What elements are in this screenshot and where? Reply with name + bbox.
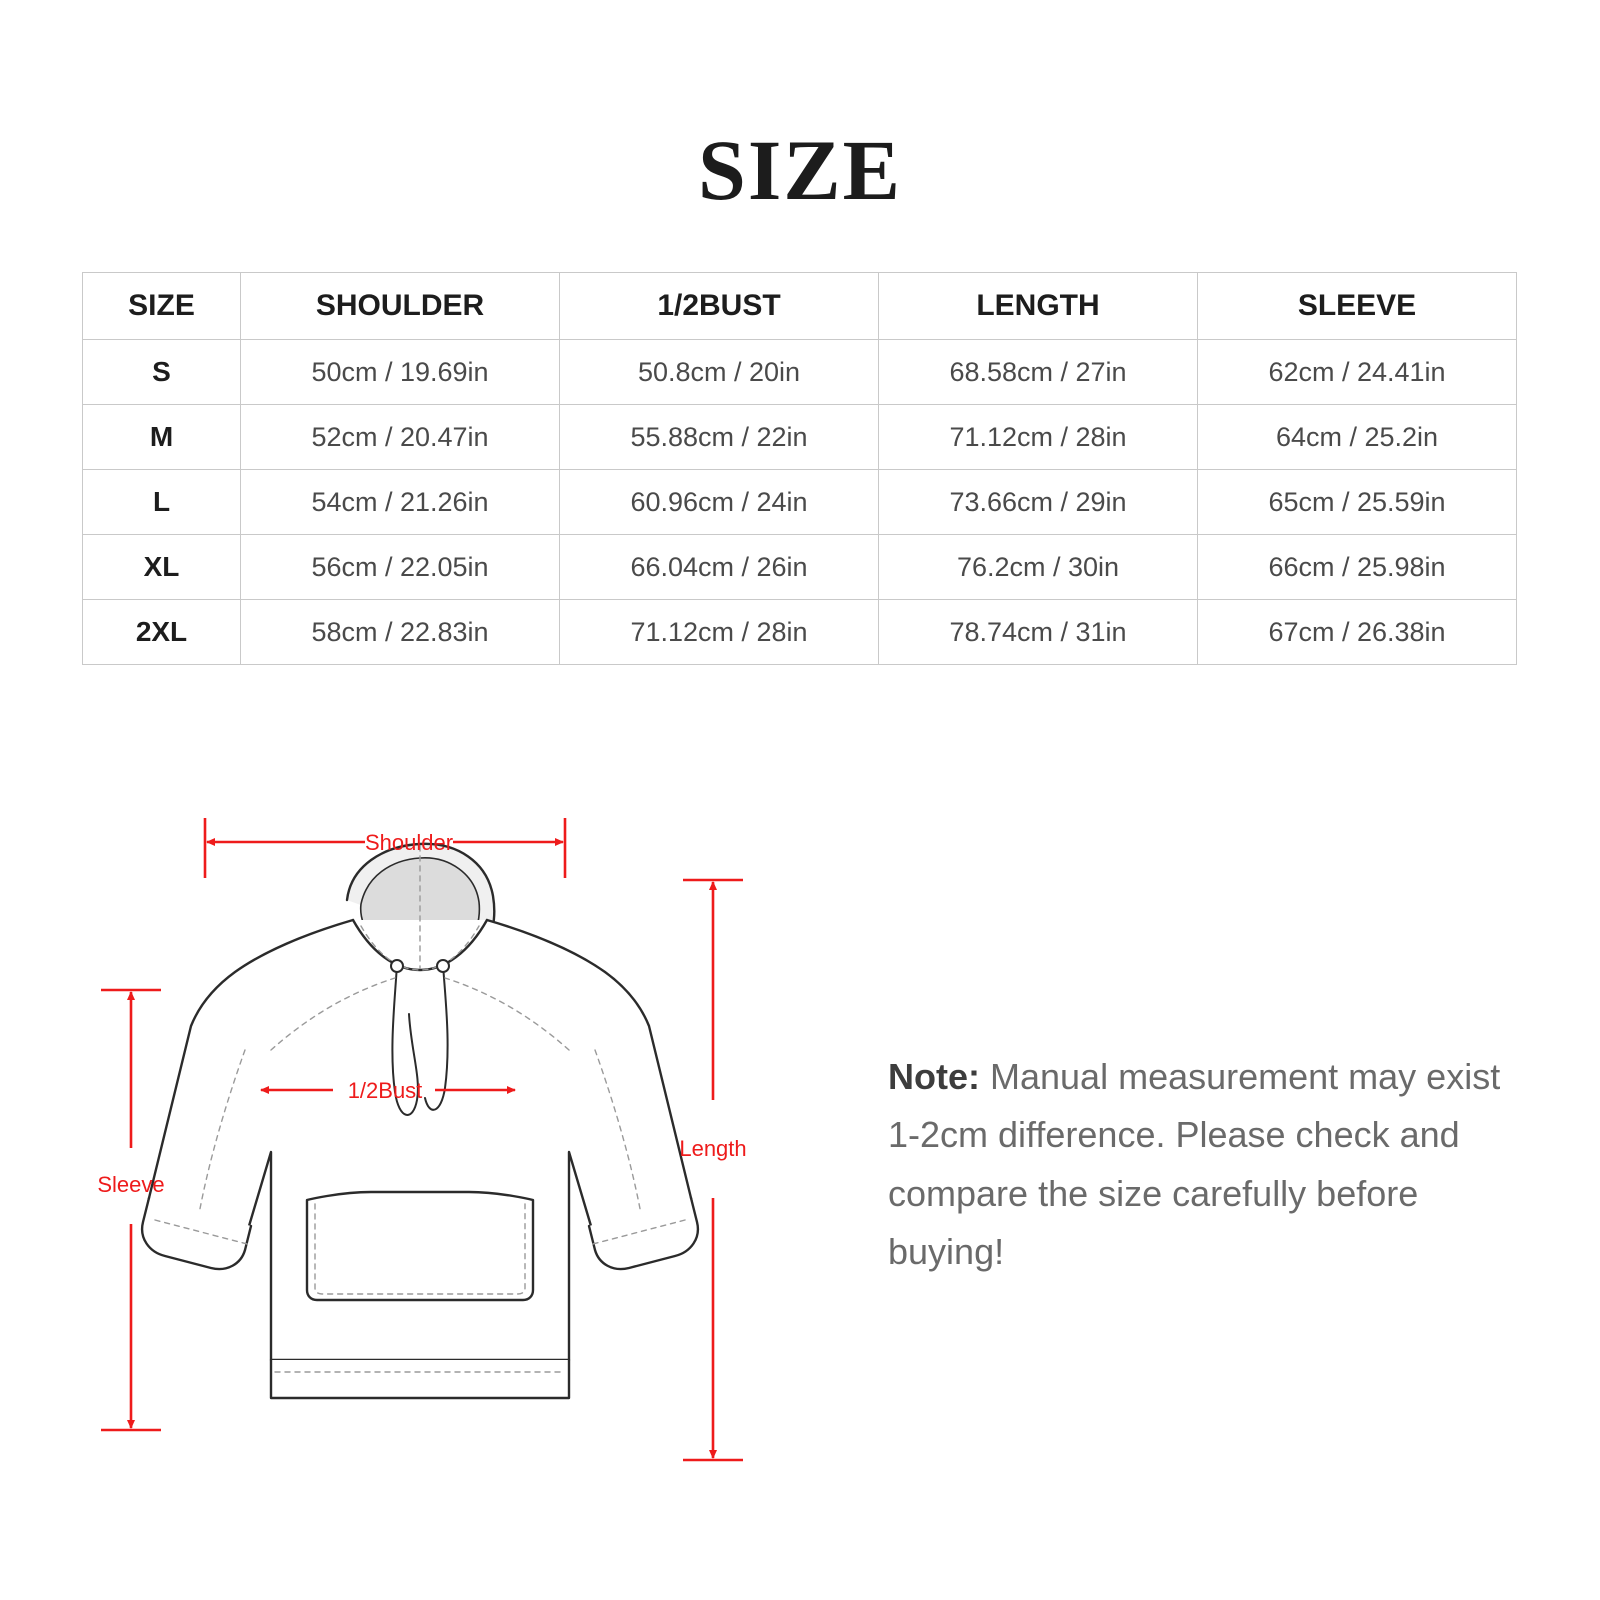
cell-length: 71.12cm / 28in [879, 405, 1198, 470]
cell-bust: 50.8cm / 20in [560, 340, 879, 405]
cell-bust: 71.12cm / 28in [560, 600, 879, 665]
cell-sleeve: 66cm / 25.98in [1198, 535, 1517, 600]
length-label: Length [679, 1136, 747, 1161]
measurement-note [888, 1048, 1508, 1281]
table-row [83, 600, 1517, 665]
table-header-row [83, 273, 1517, 340]
column-header-length: LENGTH [879, 273, 1198, 340]
note-text: Manual measurement may exist 1-2cm difference. Please check and compare the size carefully before buying! [888, 1056, 1501, 1272]
note-prefix: Note: [888, 1056, 980, 1097]
cell-shoulder: 52cm / 20.47in [241, 405, 560, 470]
table-row [83, 405, 1517, 470]
cell-sleeve: 62cm / 24.41in [1198, 340, 1517, 405]
cell-size: L [83, 470, 241, 535]
page-title: SIZE [697, 122, 903, 218]
cell-length: 76.2cm / 30in [879, 535, 1198, 600]
cell-bust: 66.04cm / 26in [560, 535, 879, 600]
cell-length: 68.58cm / 27in [879, 340, 1198, 405]
cell-length: 78.74cm / 31in [879, 600, 1198, 665]
cell-sleeve: 65cm / 25.59in [1198, 470, 1517, 535]
sleeve-label: Sleeve [97, 1172, 165, 1197]
shoulder-label: Shoulder [364, 830, 454, 855]
column-header-shoulder: SHOULDER [241, 273, 560, 340]
cell-sleeve: 67cm / 26.38in [1198, 600, 1517, 665]
cell-bust: 55.88cm / 22in [560, 405, 879, 470]
table-row [83, 535, 1517, 600]
cell-size: 2XL [83, 600, 241, 665]
cell-size: M [83, 405, 241, 470]
column-header-size: SIZE [83, 273, 241, 340]
cell-sleeve: 64cm / 25.2in [1198, 405, 1517, 470]
cell-length: 73.66cm / 29in [879, 470, 1198, 535]
cell-bust: 60.96cm / 24in [560, 470, 879, 535]
cell-shoulder: 50cm / 19.69in [241, 340, 560, 405]
table-row [83, 470, 1517, 535]
half-bust-label: 1/2Bust [347, 1078, 423, 1103]
cell-size: XL [83, 535, 241, 600]
cell-shoulder: 58cm / 22.83in [241, 600, 560, 665]
hoodie-illustration [142, 844, 698, 1398]
cell-shoulder: 56cm / 22.05in [241, 535, 560, 600]
cell-size: S [83, 340, 241, 405]
column-header-sleeve: SLEEVE [1198, 273, 1517, 340]
hoodie-measurement-diagram [95, 800, 855, 1500]
size-chart-table [82, 272, 1517, 665]
column-header-bust: 1/2BUST [560, 273, 879, 340]
cell-shoulder: 54cm / 21.26in [241, 470, 560, 535]
table-row [83, 340, 1517, 405]
